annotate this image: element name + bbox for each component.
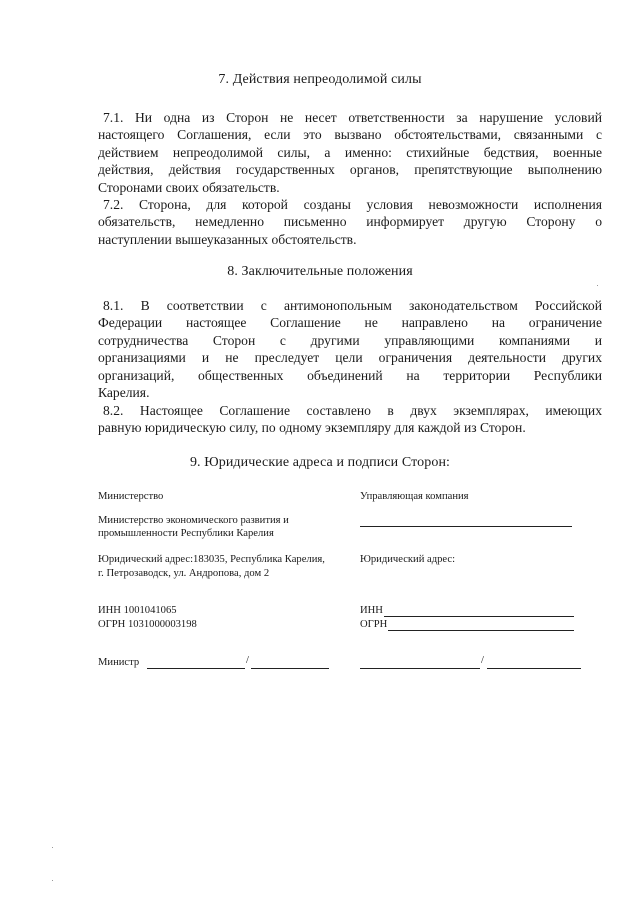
section-7-heading: 7. Действия непреодолимой силы: [218, 72, 422, 87]
paragraph-line: обязательств, немедленно письменно информирует другую Сторону о: [98, 214, 602, 230]
paragraph-7-2: [98, 196, 602, 248]
left-party-label: Министерство: [98, 491, 164, 502]
paragraph-line: действием непреодолимой силы, а именно: стихийные бедствия, военные: [98, 144, 602, 160]
scan-speck: [597, 285, 598, 286]
paragraph-8-2: [98, 402, 602, 437]
paragraph-line: организаций, общественных объединений на территории Республики: [98, 367, 602, 383]
paragraph-line: Сторонами своих обязательств.: [98, 179, 280, 195]
left-party-name-line2: промышленности Республики Карелия: [98, 528, 274, 539]
minister-signature-line: [147, 668, 245, 669]
company-signature-slash: /: [481, 655, 484, 666]
paragraph-line: 7.2. Сторона, для которой созданы условия невозможности исполнения: [103, 197, 602, 212]
minister-signature-slash: /: [246, 655, 249, 666]
paragraph-line: действия, действия государственных органов, препятствующие выполнению: [98, 162, 602, 178]
paragraph-line: наступлении вышеуказанных обстоятельств.: [98, 231, 357, 247]
paragraph-line: 8.2. Настоящее Соглашение составлено в двух экземплярах, имеющих: [103, 403, 602, 418]
left-party-name-line1: Министерство экономического развития и: [98, 515, 289, 526]
left-address-line1: Юридический адрес:183035, Республика Карелия,: [98, 554, 325, 565]
right-ogrn-label: ОГРН: [360, 619, 388, 630]
paragraph-line: 8.1. В соответствии с антимонопольным законодательством Российской: [103, 298, 602, 313]
right-ogrn-line: [388, 630, 574, 631]
paragraph-line: настоящего Соглашения, если это вызвано обстоятельствами, связанными с: [98, 127, 602, 143]
paragraph-line: Федерации настоящее Соглашение не направлено на ограничение: [98, 315, 602, 331]
section-8-heading: 8. Заключительные положения: [227, 264, 413, 279]
scan-speck: [52, 880, 53, 881]
paragraph-line: 7.1. Ни одна из Сторон не несет ответственности за нарушение условий: [103, 110, 602, 125]
paragraph-8-1: [98, 297, 602, 401]
right-address-label: Юридический адрес:: [360, 554, 456, 565]
section-9-heading: 9. Юридические адреса и подписи Сторон:: [189, 455, 451, 470]
right-party-name-line: [360, 526, 572, 527]
paragraph-line: равную юридическую силу, по одному экземпляру для каждой из Сторон.: [98, 420, 526, 436]
right-inn-label: ИНН: [360, 605, 383, 616]
left-address-line2: г. Петрозаводск, ул. Андропова, дом 2: [98, 568, 270, 579]
left-ogrn: ОГРН 1031000003198: [98, 619, 197, 630]
company-name-line: [487, 668, 581, 669]
paragraph-line: Карелия.: [98, 385, 150, 401]
scan-speck: [52, 847, 53, 848]
paragraph-line: организациями и не преследует цели ограничения деятельности других: [98, 350, 602, 366]
minister-name-line: [251, 668, 329, 669]
minister-signature-label: Министр: [98, 657, 140, 668]
right-party-label: Управляющая компания: [360, 491, 469, 502]
paragraph-line: сотрудничества Сторон с другими управляющими компаниями и: [98, 332, 602, 348]
paragraph-7-1: [98, 109, 602, 196]
right-inn-line: [384, 616, 574, 617]
company-signature-line: [360, 668, 480, 669]
left-inn: ИНН 1001041065: [98, 605, 177, 616]
